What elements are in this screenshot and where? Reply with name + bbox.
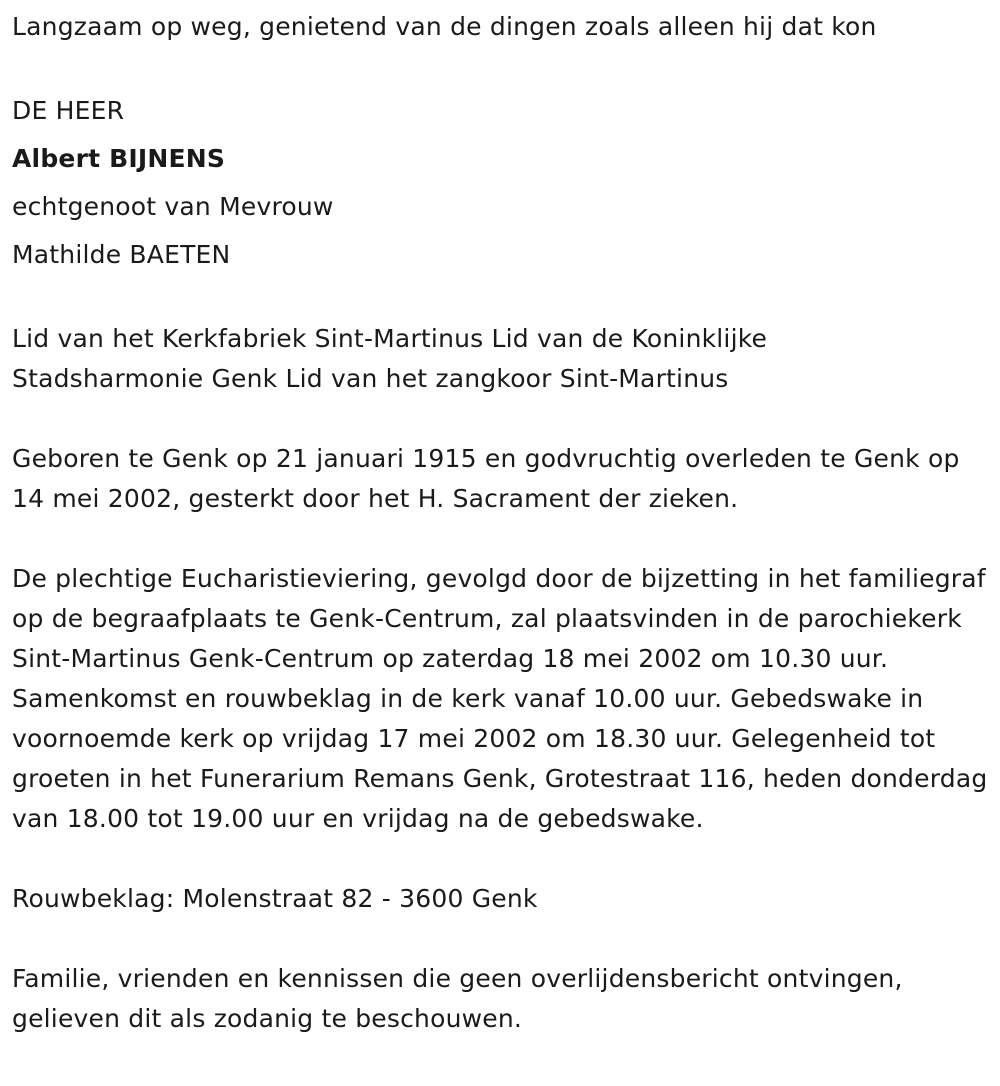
- motto-line: Langzaam op weg, genietend van de dingen zoals alleen hij dat kon: [12, 12, 877, 41]
- closing-note: Familie, vrienden en kennissen die geen overlijdensbericht ontvingen, gelieven dit als zodanig te beschouwen.: [12, 964, 903, 1033]
- spouse-line-1: echtgenoot van Mevrouw: [12, 192, 334, 221]
- deceased-name: Albert BIJNENS: [12, 144, 226, 173]
- spacer: [12, 519, 988, 559]
- memberships-paragraph: Lid van het Kerkfabriek Sint-Martinus Lid van de Koninklijke Stadsharmonie Genk Lid van het zangkoor Sint-Martinus: [12, 324, 768, 393]
- ceremony-paragraph: De plechtige Eucharistieviering, gevolgd door de bijzetting in het familiegraf op de begraafplaats te Genk-Centrum, zal plaatsvinden in de parochiekerk Sint-Martinus Genk-Centrum op zaterdag 18 mei 2002 om 10.30 uur. Samenkomst en rouwbeklag in de kerk vanaf 10.00 uur. Gebedswake in voornoemde kerk op vrijdag 17 mei 2002 om 18.30 uur. Gelegenheid tot groeten in het Funerarium Remans Genk, Grotestraat 116, heden donderdag van 18.00 tot 19.00 uur en vrijdag na de gebedswake.: [12, 564, 988, 833]
- honorific-title: DE HEER: [12, 96, 125, 125]
- spacer: [12, 279, 988, 319]
- spacer: [12, 919, 988, 959]
- spouse-line-2: Mathilde BAETEN: [12, 240, 231, 269]
- spacer: [12, 399, 988, 439]
- spacer: [12, 47, 988, 87]
- spacer: [12, 839, 988, 879]
- birth-death-paragraph: Geboren te Genk op 21 januari 1915 en godvruchtig overleden te Genk op 14 mei 2002, gesterkt door het H. Sacrament der zieken.: [12, 444, 960, 513]
- condolence-address: Rouwbeklag: Molenstraat 82 - 3600 Genk: [12, 884, 538, 913]
